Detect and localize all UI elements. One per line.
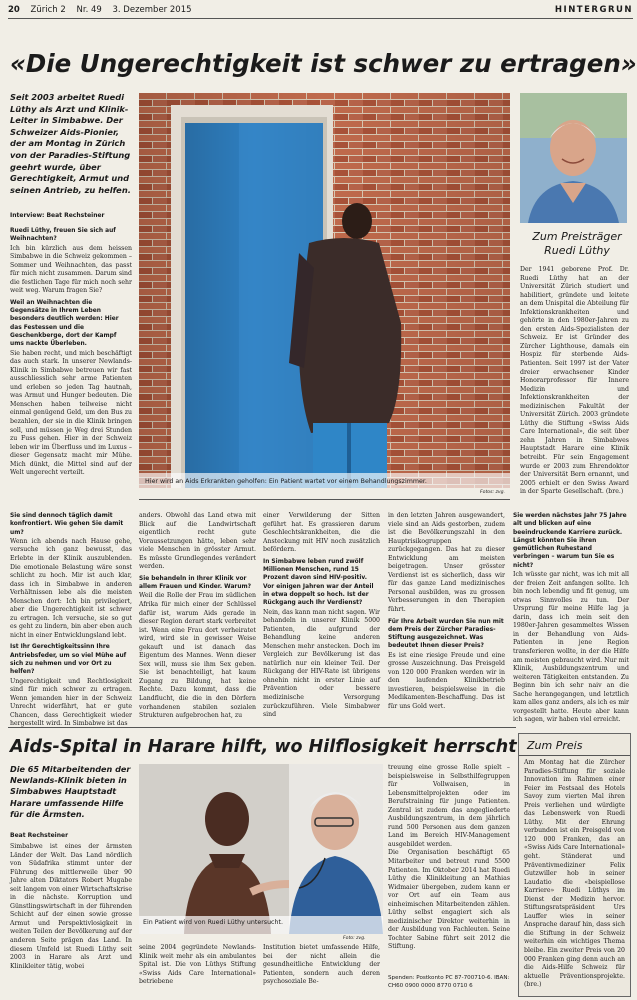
article1-byline: Interview: Beat Rechsteiner: [10, 212, 105, 219]
interview-answer: Ich wüsste gar nicht, was ich mit all der freien Zeit anfangen sollte. Ich bin noch lebendig und fit genug, um etwas Sinnvolles zu tun. Der Ursprung für meine Hilfe lag ja darin, dass ich mein seit den 1980er-Jahren gesammeltes Wissen in der Behandlung von Aids-Patienten in jene Region transferieren wollte, in der die Hilfe am meisten gebraucht wird. Nur mit Klinik, Ausbildungszentrum und weiteren Tätigkeiten entstanden. Zu Beginn bin ich sehr naiv an die Sache herangegangen, und letztlich kam alles ganz anders, als ich es mir vorgestellt hatte. Heute aber kann ich sagen, wir haben viel erreicht.: [513, 571, 629, 724]
article2-col3: Institution bietet umfassende Hilfe, bei der nicht allein die gesundheitliche Entwicklung der Patienten, sondern auch deren psychosoziale Be-: [263, 944, 380, 986]
sidebar-text: Am Montag hat die Zürcher Paradies-Stiftung für soziale Innovation im Rahmen einer Feier im Festsaal des Hotels Savoy zum vierten Mal ihren Preis verliehen und würdigte das Lebenswerk von Ruedi Lüthy. Mit der Ehrung verbunden ist ein Preisgeld von 120 000 Franken, das an «Swiss Aids Care International» geht. Ständerat und Präventivmediziner Felix Gutzwiller hob in seiner Laudatio die «beispiellose Karriere» Ruedi Lüthys im Dienst der Medizin hervor. Stiftungsratspräsident Urs Lauffer wies in seiner Ansprache darauf hin, dass sich die Stiftung in der Schweiz weiterhin ein wichtiges Thema bleibe. Ein zweiter Preis von 20 000 Franken ging denn auch an die Aids-Hilfe Schweiz für aktuelle Präventionsprojekte. (bre.): [524, 759, 626, 989]
article2-photo-credit: Foto: zvg.: [343, 936, 366, 941]
article1-col4: [263, 512, 380, 722]
article1-col1: [10, 224, 132, 508]
page-header: [8, 3, 633, 17]
interview-answer: Es ist eine riesige Freude und eine grosse Auszeichnung. Das Preisgeld von 120 000 Franken werden wir in den laufenden Klinikbetrieb investieren, beispielsweise in die Medikamenten-Beschaffung. Das ist für uns Gold wert.: [388, 651, 505, 711]
interview-question: Weil an Weihnachten die Gegensätze in Ihrem Leben besonders deutlich werden: Hier das Festessen und die Geschenkberge, dort der Kampf ums nackte Überleben.: [10, 299, 119, 348]
article2-headline: Aids-Spital in Harare hilft, wo Hilflosigkeit herrscht: [10, 737, 517, 757]
interview-answer: Weil die Rolle der Frau im südlichen Afrika für mich einer der Schlüssel dafür ist, warum Aids gerade in dieser Region derart stark verbreitet ist. Wenn eine Frau dort verheiratet wird, wird sie in gewisser Weise gekauft und ist danach das Eigentum des Mannes. Wenn dieser Sex will, muss sie ihm Sex geben. Sie ist benachteiligt, hat kaum Zugang zu Bildung, hat keine Rechte. Dazu kommt, dass die Landflucht, die die in den Dörfern vorhandenen stabilen sozialen Strukturen aufgebrochen hat, zu: [139, 592, 256, 720]
header-rule: [8, 18, 633, 19]
date: 3. Dezember 2015: [112, 5, 192, 15]
doctor-patient-photo: [139, 764, 383, 934]
interview-question: Ist Ihr Gerechtigkeitssinn Ihre Antriebsfeder, um so viel Mühe auf sich zu nehmen und vor Ort zu helfen?: [10, 644, 127, 676]
article2-col2: seine 2004 gegründete Newlands-Klinik weit mehr als ein ambulantes Spital ist. Die von Lüthys Stiftung «Swiss Aids Care International» betriebene: [139, 944, 256, 986]
interview-question: Sie sind dennoch täglich damit konfrontiert. Wie gehen Sie damit um?: [10, 513, 124, 536]
article2-byline: Beat Rechsteiner: [10, 832, 69, 839]
article2-col1: Simbabwe ist eines der ärmsten Länder der Welt. Das Land nördlich von Südafrika stimmt unter der Führung des mittlerweile über 90 Jahre alten Diktators Robert Mugabe seit langem von einer Wirtschaftskrise in die nächste. Korruption und Günstlingswirtschaft in der führenden Schicht auf der einen sowie grosse Armut und Perspektivlosigkeit in weiten Teilen der Bevölkerung auf der anderen Seite prägen das Land. In diesem Umfeld ist Ruedi Lüthy seit 2003 in Harare als Arzt und Klinikleiter tätig, wobei: [10, 843, 132, 970]
interview-answer: anders. Obwohl das Land etwa mit Blick auf die Landwirtschaft eigentlich recht gute Voraussetzungen hätte, leben sehr viele Menschen in grösster Armut. Es müsste Grundlegendes verändert werden.: [139, 512, 256, 571]
article1-col3: [139, 512, 256, 722]
interview-question: In Simbabwe leben rund zwölf Millionen Menschen, rund 15 Prozent davon sind HIV-positiv. Vor einigen Jahren war der Anteil in etwa doppelt so hoch. Ist der Rückgang auch Ihr Verdienst?: [263, 558, 374, 607]
interview-answer: Ungerechtigkeit und Rechtlosigkeit sind für mich schwer zu ertragen. Wenn jemanden hier in der Schweiz Unrecht widerfährt, hat er gute Chancen, dass Gerechtigkeit wieder hergestellt wird. In Simbabwe ist das: [10, 677, 132, 728]
ruedi-luethy-portrait: [520, 93, 627, 223]
article2-lead: Die 65 Mitarbeitenden der Newlands-Klinik bieten in Simbabwes Hauptstadt Harare umfassende Hilfe für die Ärmsten.: [10, 764, 131, 819]
sidebar-box: [518, 733, 631, 997]
article-separator: [8, 727, 516, 728]
article2-col4: treuung eine grosse Rolle spielt – beispielsweise in Selbsthilfegruppen für Vollwaisen, in Lebensmittelprojekten oder im Berufstraining für junge Patienten. Zentral ist zudem das angegliederte Ausbildungszentrum, in dem jährlich rund 500 Personen aus dem ganzen Land im Bereich HIV-Management ausgebildet werden. Die Organisation beschäftigt 65 Mitarbeiter und betreut rund 5500 Patienten. Im Oktober 2014 hat Ruedi Lüthy die Klinikleitung an Mathias Widmaier übergeben, zudem kann er vor Ort auf ein Team aus einheimischen Mitarbeitenden zählen. Lüthy selbst engagiert sich als medizinischer Direktor weiterhin in der Ausbildung von Fachleuten. Seine Tochter Sabine führt seit 2012 die Stiftung.: [388, 764, 510, 951]
article1-headline: «Die Ungerechtigkeit ist schwer zu ertragen»: [10, 49, 637, 78]
article2-photo-caption: Ein Patient wird von Ruedi Lüthy untersucht.: [143, 919, 283, 926]
portrait-bio: Der 1941 geborene Prof. Dr. Ruedi Lüthy hat an der Universität Zürich studiert und habilitiert, gründete und leitete an dem Unispital die Abteilung für Infektionskrankheiten und gehörte in den 1980er-Jahren zu den ersten Aids-Spezialisten der Schweiz. Er ist Gründer des Zürcher Lighthouse, damals ein Hospiz für sterbende Aids-Patienten. Seit 1997 ist der Vater dreier erwachsener Kinder Honorarprofessor für Innere Medizin und Infektionskrankheiten der medizinischen Fakultät der Universität Zürich. 2003 gründete Lüthy die Stiftung «Swiss Aids Care International», die seit über zehn Jahren in Simbabwes Hauptstadt Harare eine Klinik betreibt. Für sein Engagement wurde er 2003 zum Ehrendoktor der Universität Bern ernannt, und 2005 erhielt er den Swiss Award in der Sparte Gesellschaft. (bre.): [520, 266, 629, 496]
interview-question: Sie werden nächstes Jahr 75 Jahre alt und blicken auf eine beeindruckende Karriere zurück. Längst könnten Sie ihren gemütlichen Ruhestand verbringen – warum tun Sie es nicht?: [513, 513, 627, 569]
interview-answer: einer Verwilderung der Sitten geführt hat. Es grassieren darum Geschlechtskrankheiten, die die Ansteckung mit HIV noch zusätzlich befördern.: [263, 512, 380, 554]
page-number: 20: [8, 5, 20, 15]
article1-col6: [513, 512, 629, 724]
photo-bottom-rule: [139, 499, 510, 500]
article1-photo: [139, 93, 510, 488]
article1-photo-credit: Fotos: zvg.: [480, 490, 505, 495]
interview-question: Für Ihre Arbeit wurden Sie nun mit dem Preis der Zürcher Paradies-Stiftung ausgezeichnet. Was bedeutet Ihnen dieser Preis?: [388, 618, 504, 650]
article1-photo-caption: Hier wird an Aids Erkrankten geholfen: Ein Patient wartet vor einem Behandlungszimmer.: [145, 478, 427, 485]
interview-answer: Ich bin kürzlich aus dem heissen Simbabwe in die Schweiz gekommen – Sommer und Weihnachten, das passt für mich nicht zusammen. Darum sind die festlichen Tage für mich noch sehr weit weg. Warum fragen Sie?: [10, 244, 132, 295]
interview-question: Ruedi Lüthy, freuen Sie sich auf Weihnachten?: [10, 228, 116, 243]
article1-lead: Seit 2003 arbeitet Ruedi Lüthy als Arzt und Klinik-Leiter in Simbabwe. Der Schweizer Aids-Pionier, der am Montag in Zürich von der Paradies-Stiftung geehrt wurde, über Gerechtigkeit, Armut und seinen Antrieb, zu helfen.: [10, 92, 131, 195]
brick-wall-photo: [139, 93, 510, 488]
interview-answer: Nein, das kann man nicht sagen. Wir behandeln in unserer Klinik 5000 Patienten, die aufgrund der Behandlung keine anderen Menschen mehr anstecken. Doch im Vergleich zur Bevölkerung ist das natürlich nur ein kleiner Teil. Der Rückgang der HIV-Rate ist übrigens ohnehin nicht in erster Linie auf Prävention oder bessere medizinische Versorgung zurückzuführen. Viele Simbabwer sind: [263, 608, 380, 719]
issue: Nr. 49: [76, 5, 102, 15]
sidebar-title: Zum Preis: [527, 739, 583, 752]
interview-answer: in den letzten Jahren ausgewandert, viele sind an Aids gestorben, zudem ist die Bevölkerungszahl in den Hauptrisikogruppen zurückgegangen. Das hat zu dieser Entwicklung am meisten beigetragen. Unser grösster Verdienst ist es sicherlich, dass wir für das ganze Land medizinisches Personal ausbilden, was zu grossen Verbesserungen in den Therapien führt.: [388, 512, 505, 614]
article1-col2: [10, 512, 132, 728]
interview-question: Sie behandeln in Ihrer Klinik vor allem Frauen und Kinder. Warum?: [139, 575, 252, 591]
portrait-photo: [520, 93, 627, 223]
edition: Zürich 2: [30, 5, 66, 15]
section-label: HINTERGRUN: [554, 5, 633, 15]
interview-answer: Sie haben recht, und mich beschäftigt das auch stark. In unserer Newlands-Klinik in Simbabwe betreuen wir fast ausschliesslich sehr arme Patienten und erleben so jeden Tag hautnah, was Armut und Hunger bedeuten. Die Menschen haben teilweise nicht einmal genügend Geld, um den Bus zu bezahlen, der sie in die Klinik bringen soll, und müssen je Weg drei Stunden zu Fuss gehen. Hier in der Schweiz leben wir im Überfluss und im Luxus – dieser Gegensatz macht mir Mühe. Mich dünkt, die Mittel sind auf der Welt ungerecht verteilt.: [10, 349, 132, 477]
article1-col5: [388, 512, 505, 722]
portrait-caption: Zum Preisträger Ruedi Lüthy: [532, 230, 622, 257]
donation-info: Spenden: Postkonto PC 87-700710-6. IBAN: CH60 0900 0000 8770 0710 6: [388, 975, 510, 989]
interview-answer: Wenn ich abends nach Hause gehe, versuche ich ganz bewusst, das Erlebte in der Klinik auszublenden. Die emotionale Belastung wäre sonst schlicht zu hoch. Mir ist auch klar, dass ich in Simbabwe in anderen Verhältnissen lebe als die meisten Menschen dort: Ich bin privilegiert, aber die Ungerechtigkeit ist schwer zu ertragen. Ich versuche, sie so gut es geht zu lindern, bin aber eben auch nicht in einer Entwicklungsland lebt.: [10, 537, 132, 639]
article2-photo: [139, 764, 383, 934]
sidebar-title-rule: [519, 755, 630, 756]
